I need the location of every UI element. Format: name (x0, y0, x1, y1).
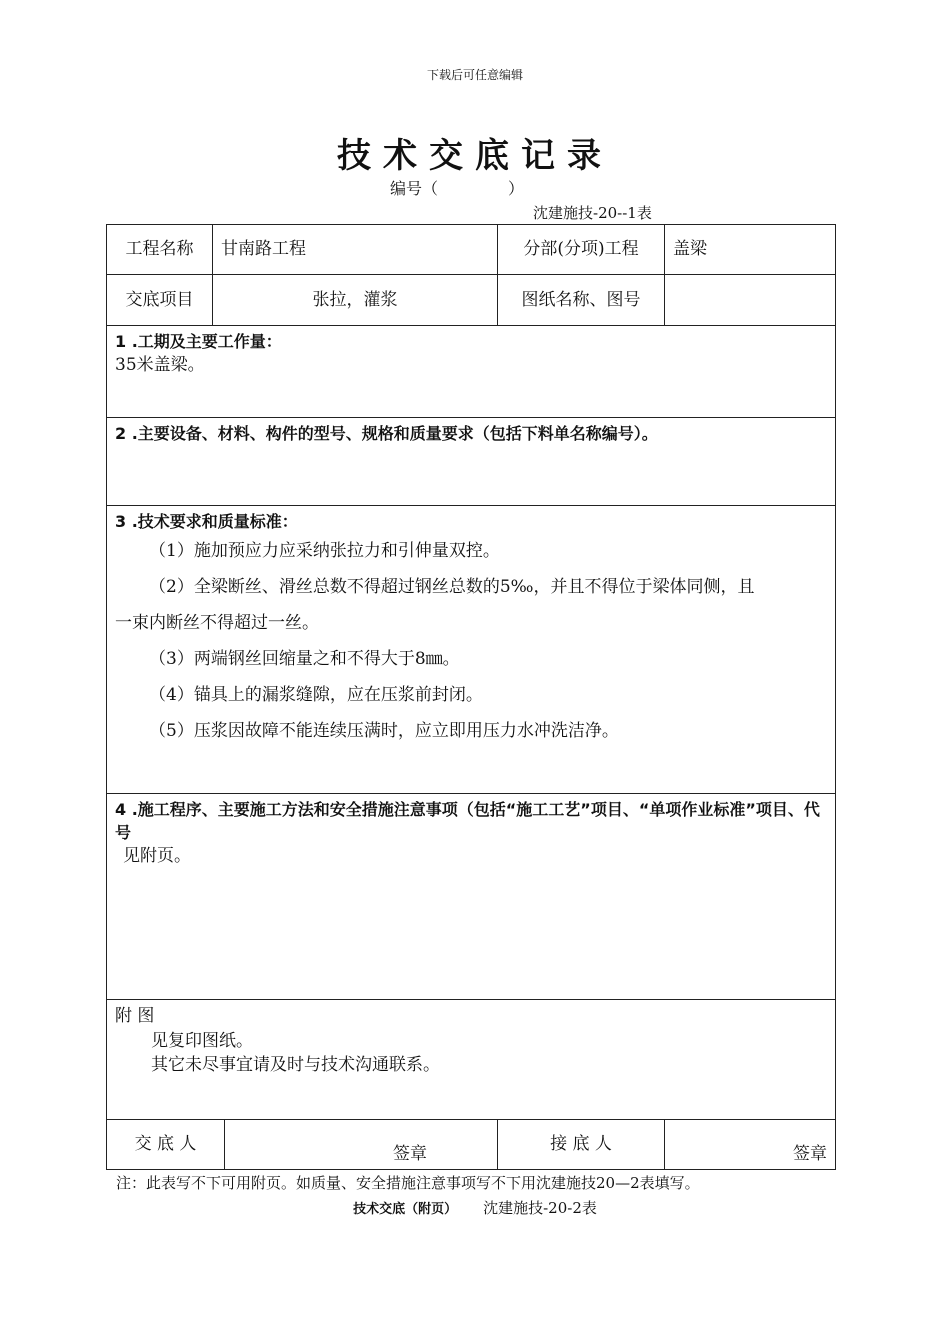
item-label: 交底项目 (107, 275, 213, 326)
list-item: （3）两端钢丝回缩量之和不得大于8㎜。 (149, 649, 460, 670)
list-item: （4）锚具上的漏浆缝隙，应在压浆前封闭。 (149, 685, 483, 706)
subproject-label: 分部(分项)工程 (498, 225, 665, 275)
project-label: 工程名称 (107, 225, 213, 275)
record-table (106, 224, 836, 1170)
section-heading: 3 .技术要求和质量标准： (115, 512, 298, 531)
receiver-label: 接 底 人 (498, 1120, 665, 1170)
footer (0, 1197, 950, 1218)
subproject-value: 盖梁 (665, 225, 836, 275)
stamp-label: 签章 (793, 1144, 827, 1165)
serial-close: ） (508, 179, 525, 198)
drawing-label: 图纸名称、图号 (498, 275, 665, 326)
serial-label: 编号（ (390, 179, 439, 198)
header-note: 下载后可任意编辑 (426, 68, 523, 82)
section-procedure (107, 794, 836, 1000)
footnote: 注：此表写不下可用附页。如质量、安全措施注意事项写不下用沈建施技20—2表填写。 (116, 1174, 700, 1192)
giver-label: 交 底 人 (107, 1120, 225, 1170)
section-materials (107, 418, 836, 506)
section-heading: 附 图 (115, 1006, 155, 1026)
stamp-label: 签章 (393, 1144, 427, 1165)
attachment-line: 其它未尽事宜请及时与技术沟通联系。 (151, 1055, 440, 1076)
list-item: （5）压浆因故障不能连续压满时，应立即用压力水冲洗洁净。 (149, 721, 619, 742)
footer-title: 技术交底（附页） (353, 1202, 458, 1217)
form-code: 沈建施技-20--1表 (533, 204, 652, 222)
drawing-value (665, 275, 836, 326)
section-workload (107, 326, 836, 418)
section-quality (107, 506, 836, 794)
section-attachment (107, 1000, 836, 1120)
project-value: 甘南路工程 (213, 225, 498, 275)
section-heading: 1 .工期及主要工作量： (115, 332, 282, 351)
section-body: 35米盖梁。 (115, 355, 205, 376)
section-heading: 2 .主要设备、材料、构件的型号、规格和质量要求（包括下料单名称编号）。 (115, 424, 658, 443)
section-body: 见附页。 (123, 846, 191, 867)
list-item: （2）全梁断丝、滑丝总数不得超过钢丝总数的5‰，并且不得位于梁体同侧，且 (149, 577, 755, 598)
list-item: （1）施加预应力应采纳张拉力和引伸量双控。 (149, 541, 500, 562)
receiver-signature-field[interactable] (665, 1120, 836, 1170)
page-title: 技术交底记录 (337, 136, 613, 176)
list-item: 一束内断丝不得超过一丝。 (115, 613, 319, 634)
serial-number (390, 176, 524, 199)
giver-signature-field[interactable] (225, 1120, 498, 1170)
section-heading: 4 .施工程序、主要施工方法和安全措施注意事项（包括“施工工艺”项目、“单项作业标准”项目、代号 (115, 800, 820, 843)
item-value: 张拉，灌浆 (213, 275, 498, 326)
attachment-line: 见复印图纸。 (151, 1030, 253, 1051)
footer-code: 沈建施技-20-2表 (483, 1199, 597, 1217)
